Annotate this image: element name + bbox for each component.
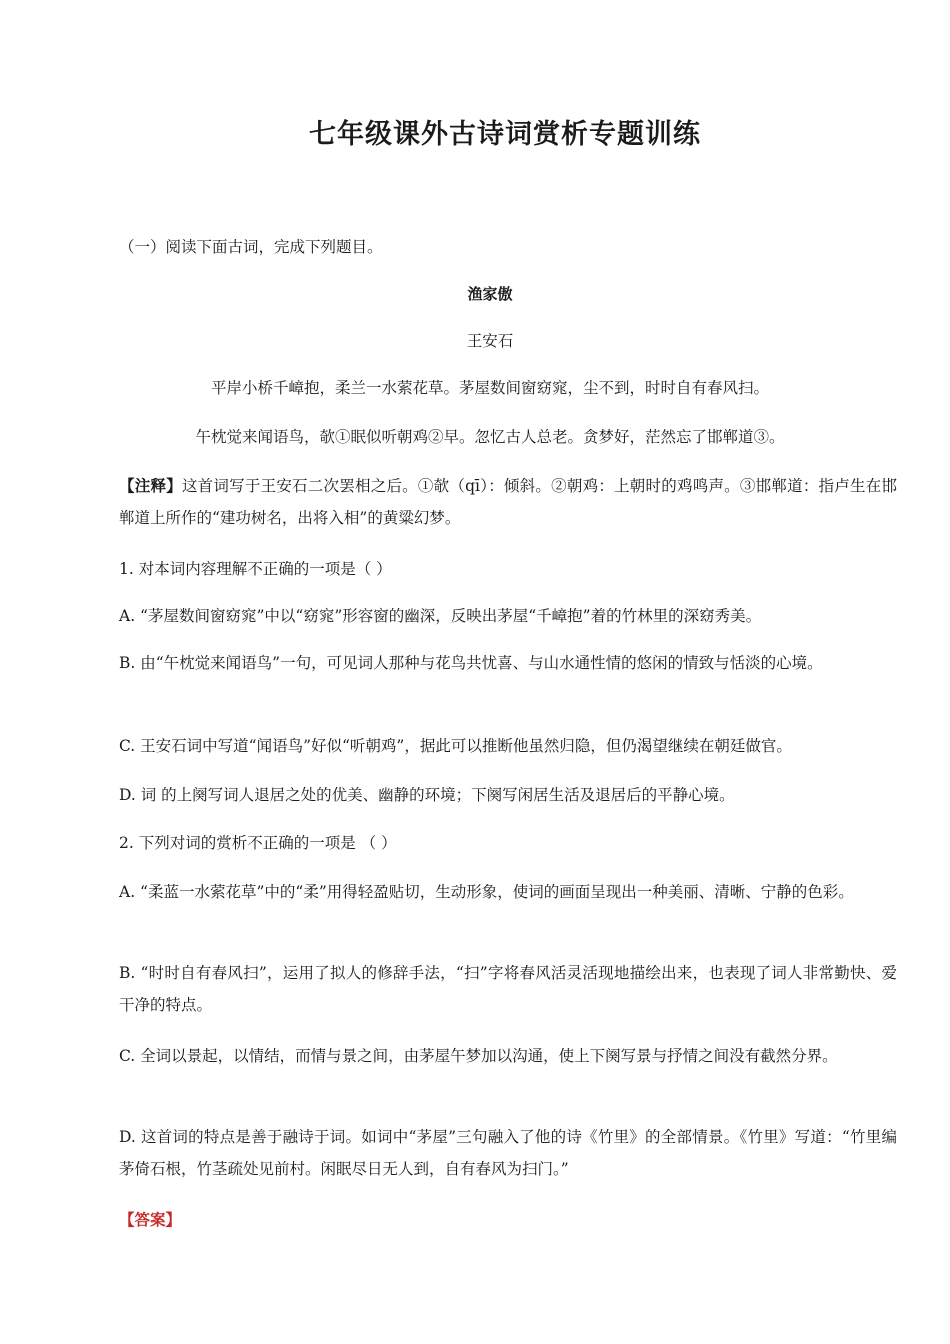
question-2-stem: 2. 下列对词的赏析不正确的一项是 （ ） xyxy=(119,834,397,852)
poem-line-2: 午枕觉来闻语鸟，欹①眠似听朝鸡②早。忽忆古人总老。贪梦好，茫然忘了邯郸道③。 xyxy=(195,428,785,446)
question-1-option-b: B. 由“午枕觉来闻语鸟”一句，可见词人那种与花鸟共忧喜、与山水通性情的悠闲的情致与恬淡的心境。 xyxy=(119,654,823,672)
question-1-stem: 1. 对本词内容理解不正确的一项是（ ） xyxy=(119,560,392,578)
question-1-option-c: C. 王安石词中写道“闻语鸟”好似“听朝鸡”，据此可以推断他虽然归隐，但仍渴望继续在朝廷做官。 xyxy=(119,737,792,755)
question-2-option-c: C. 全词以景起，以情结，而情与景之间，由茅屋午梦加以沟通，使上下阕写景与抒情之间没有截然分界。 xyxy=(119,1047,838,1065)
question-2-option-d: D. 这首词的特点是善于融诗于词。如词中“茅屋”三句融入了他的诗《竹里》的全部情景。《竹里》写道：“竹里编茅倚石根，竹茎疏处见前村。闲眠尽日无人到，自有春风为扫门。” xyxy=(119,1128,897,1178)
question-2-option-b: B. “时时自有春风扫”，运用了拟人的修辞手法，“扫”字将春风活灵活现地描绘出来，也表现了词人非常勤快、爱干净的特点。 xyxy=(119,964,897,1014)
question-1-option-d: D. 词 的上阕写词人退居之处的优美、幽静的环境；下阕写闲居生活及退居后的平静心境。 xyxy=(119,786,735,804)
answer-label: 【答案】 xyxy=(119,1210,182,1229)
poem-line-1: 平岸小桥千嶂抱，柔兰一水萦花草。茅屋数间窗窈窕，尘不到，时时自有春风扫。 xyxy=(210,379,769,397)
poem-title: 渔家傲 xyxy=(467,285,513,303)
poem-author: 王安石 xyxy=(466,332,514,350)
section-heading: （一）阅读下面古词，完成下列题目。 xyxy=(119,238,383,256)
annotation-text: 这首词写于王安石二次罢相之后。①欹（qī）：倾斜。②朝鸡：上朝时的鸡鸣声。③邯郸道：指卢生在邯郸道上所作的“建功树名，出将入相”的黄粱幻梦。 xyxy=(119,477,897,527)
annotation-label: 【注释】 xyxy=(119,476,182,495)
page-title: 七年级课外古诗词赏析专题训练 xyxy=(309,119,701,150)
annotation xyxy=(88,470,897,534)
question-2-option-a: A. “柔蓝一水萦花草”中的“柔”用得轻盈贴切，生动形象，使词的画面呈现出一种美丽、清晰、宁静的色彩。 xyxy=(119,883,854,901)
question-1-option-a: A. “茅屋数间窗窈窕”中以“窈窕”形容窗的幽深，反映出茅屋“千嶂抱”着的竹林里的深窈秀美。 xyxy=(119,607,762,625)
